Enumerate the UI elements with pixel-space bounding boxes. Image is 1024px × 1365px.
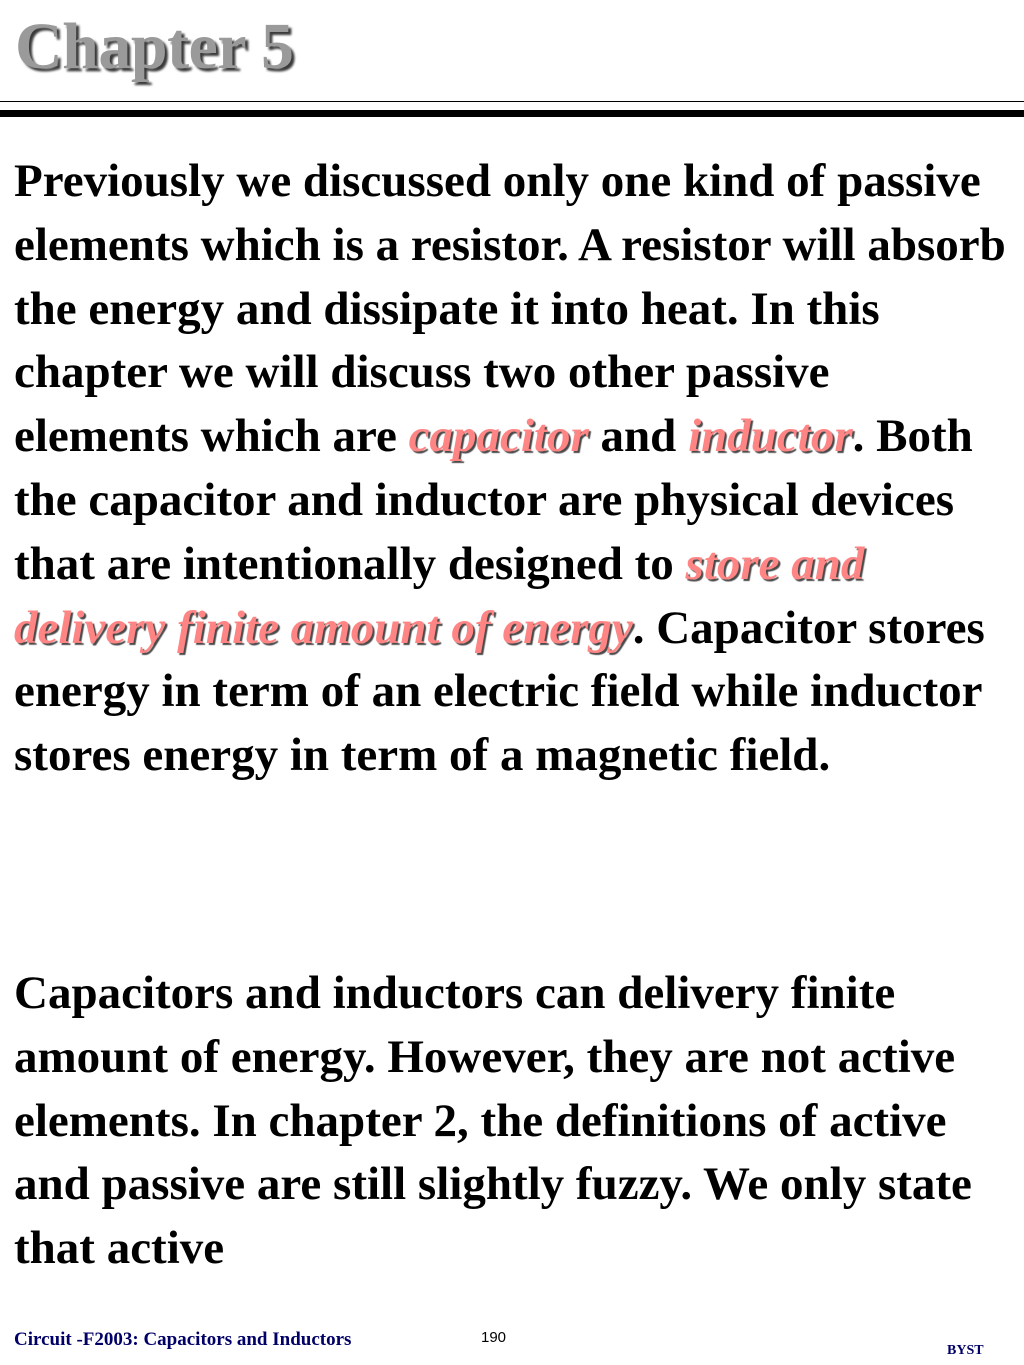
paragraph-text: Previously we discussed only one kind of passive elements which is a resistor. A resistor will absorb the energy and dissipate it into heat. In this chapter we will discuss two other passive elements which are xyxy=(14,155,1006,463)
footer-author: BYST xyxy=(947,1343,984,1358)
footer-page-number: 190 xyxy=(481,1329,507,1346)
paragraph-text: . Capacitor stores energy in term of an electric field while inductor stores energy in term of a magnetic field. xyxy=(14,601,985,782)
header-divider-thick xyxy=(0,110,1024,117)
footer-course-title: Circuit -F2003: Capacitors and Inductors xyxy=(14,1329,352,1350)
paragraph-text: and xyxy=(588,410,689,463)
highlight-term-inductor: inductor xyxy=(688,410,853,463)
paragraph-active-passive: Capacitors and inductors can delivery finite amount of energy. However, they are not active elements. In chapter 2, the definitions of active and passive are still slightly fuzzy. We only state that active xyxy=(14,967,972,1275)
highlight-term-store-energy: store and delivery finite amount of energy xyxy=(14,537,865,654)
header-divider-thin xyxy=(0,101,1024,102)
page-title: Chapter 5 xyxy=(15,10,294,83)
paragraph-text: . Both the capacitor and inductor are physical devices that are intentionally designed to xyxy=(14,410,973,590)
highlight-term-capacitor: capacitor xyxy=(408,410,589,463)
paragraph-intro xyxy=(14,150,1014,788)
